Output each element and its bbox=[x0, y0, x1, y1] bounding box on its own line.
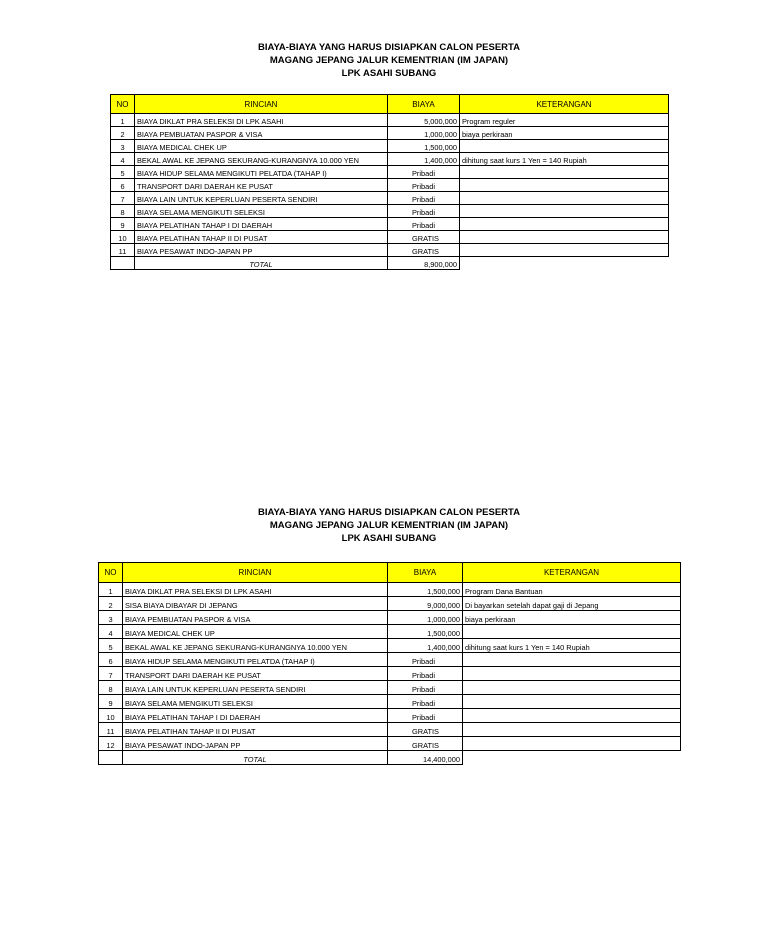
row-rincian: BIAYA MEDICAL CHEK UP bbox=[123, 625, 388, 639]
doc1-title-line-2: MAGANG JEPANG JALUR KEMENTRIAN (IM JAPAN) bbox=[269, 55, 509, 66]
row-rincian: BIAYA SELAMA MENGIKUTI SELEKSI bbox=[123, 695, 388, 709]
row-number: 4 bbox=[99, 625, 123, 639]
doc1-table-wrapper bbox=[110, 94, 669, 270]
row-number: 9 bbox=[111, 218, 135, 231]
doc1-cost-table bbox=[110, 94, 669, 270]
row-number: 1 bbox=[99, 583, 123, 597]
total-value: 8,900,000 bbox=[388, 257, 460, 270]
row-biaya: Pribadi bbox=[388, 653, 463, 667]
row-rincian: TRANSPORT DARI DAERAH KE PUSAT bbox=[123, 667, 388, 681]
total-keterangan-blank bbox=[460, 257, 669, 270]
row-keterangan: dihitung saat kurs 1 Yen = 140 Rupiah bbox=[460, 153, 669, 166]
table-row bbox=[99, 597, 681, 611]
row-number: 5 bbox=[99, 639, 123, 653]
table-row bbox=[99, 723, 681, 737]
row-keterangan bbox=[463, 681, 681, 695]
row-number: 10 bbox=[99, 709, 123, 723]
table-row bbox=[99, 695, 681, 709]
row-keterangan: dihitung saat kurs 1 Yen = 140 Rupiah bbox=[463, 639, 681, 653]
total-blank-cell bbox=[111, 257, 135, 270]
row-number: 12 bbox=[99, 737, 123, 751]
header-rincian: RINCIAN bbox=[123, 563, 388, 583]
row-biaya: GRATIS bbox=[388, 737, 463, 751]
row-biaya: 1,500,000 bbox=[388, 625, 463, 639]
row-number: 8 bbox=[111, 205, 135, 218]
row-number: 7 bbox=[99, 667, 123, 681]
row-rincian: BIAYA MEDICAL CHEK UP bbox=[135, 140, 388, 153]
row-keterangan bbox=[460, 140, 669, 153]
row-number: 9 bbox=[99, 695, 123, 709]
row-biaya: 1,500,000 bbox=[388, 140, 460, 153]
row-rincian: BIAYA DIKLAT PRA SELEKSI DI LPK ASAHI bbox=[135, 114, 388, 127]
row-number: 6 bbox=[99, 653, 123, 667]
header-keterangan: KETERANGAN bbox=[460, 95, 669, 114]
doc1-title-line-3: LPK ASAHI SUBANG bbox=[341, 68, 437, 79]
row-biaya: Pribadi bbox=[388, 667, 463, 681]
row-rincian: BIAYA PELATIHAN TAHAP I DI DAERAH bbox=[135, 218, 388, 231]
table-row bbox=[99, 709, 681, 723]
table-row bbox=[99, 653, 681, 667]
table-row bbox=[99, 681, 681, 695]
row-biaya: 9,000,000 bbox=[388, 597, 463, 611]
table-row bbox=[111, 205, 669, 218]
row-keterangan: Program Dana Bantuan bbox=[463, 583, 681, 597]
row-rincian: SISA BIAYA DIBAYAR DI JEPANG bbox=[123, 597, 388, 611]
header-rincian: RINCIAN bbox=[135, 95, 388, 114]
table-row bbox=[99, 667, 681, 681]
doc2-title bbox=[98, 506, 680, 545]
doc2-title-line-1: BIAYA-BIAYA YANG HARUS DISIAPKAN CALON PESERTA bbox=[257, 507, 520, 518]
table-row bbox=[111, 127, 669, 140]
row-rincian: BEKAL AWAL KE JEPANG SEKURANG-KURANGNYA 10.000 YEN bbox=[123, 639, 388, 653]
row-keterangan bbox=[463, 667, 681, 681]
row-biaya: 1,000,000 bbox=[388, 611, 463, 625]
table-row bbox=[99, 583, 681, 597]
row-biaya: Pribadi bbox=[388, 179, 460, 192]
row-keterangan bbox=[460, 218, 669, 231]
row-number: 4 bbox=[111, 153, 135, 166]
row-number: 8 bbox=[99, 681, 123, 695]
row-keterangan bbox=[463, 653, 681, 667]
doc1-title-line-1: BIAYA-BIAYA YANG HARUS DISIAPKAN CALON PESERTA bbox=[257, 42, 520, 53]
row-biaya: 1,000,000 bbox=[388, 127, 460, 140]
doc2-table-wrapper bbox=[98, 562, 681, 765]
table-row bbox=[111, 153, 669, 166]
row-number: 2 bbox=[99, 597, 123, 611]
header-keterangan: KETERANGAN bbox=[463, 563, 681, 583]
total-blank-cell bbox=[99, 751, 123, 765]
doc2-title-line-2: MAGANG JEPANG JALUR KEMENTRIAN (IM JAPAN) bbox=[269, 520, 509, 531]
row-number: 10 bbox=[111, 231, 135, 244]
total-row bbox=[111, 257, 669, 270]
doc2-title-line-3: LPK ASAHI SUBANG bbox=[341, 533, 437, 544]
row-number: 7 bbox=[111, 192, 135, 205]
table-row bbox=[111, 231, 669, 244]
row-rincian: BIAYA LAIN UNTUK KEPERLUAN PESERTA SENDIRI bbox=[135, 192, 388, 205]
header-no: NO bbox=[99, 563, 123, 583]
row-biaya: 1,400,000 bbox=[388, 639, 463, 653]
row-rincian: BIAYA HIDUP SELAMA MENGIKUTI PELATDA (TAHAP I) bbox=[123, 653, 388, 667]
doc1-header-row bbox=[111, 95, 669, 114]
row-keterangan: Program reguler bbox=[460, 114, 669, 127]
row-biaya: Pribadi bbox=[388, 218, 460, 231]
table-row bbox=[99, 625, 681, 639]
row-rincian: BIAYA PELATIHAN TAHAP II DI PUSAT bbox=[135, 231, 388, 244]
table-row bbox=[111, 244, 669, 257]
total-row bbox=[99, 751, 681, 765]
total-value: 14,400,000 bbox=[388, 751, 463, 765]
row-biaya: Pribadi bbox=[388, 681, 463, 695]
table-row bbox=[99, 639, 681, 653]
row-number: 1 bbox=[111, 114, 135, 127]
total-label: TOTAL bbox=[123, 751, 388, 765]
row-keterangan: biaya perkiraan bbox=[463, 611, 681, 625]
row-rincian: BIAYA DIKLAT PRA SELEKSI DI LPK ASAHI bbox=[123, 583, 388, 597]
row-rincian: BIAYA LAIN UNTUK KEPERLUAN PESERTA SENDIRI bbox=[123, 681, 388, 695]
row-keterangan bbox=[460, 179, 669, 192]
row-rincian: BIAYA SELAMA MENGIKUTI SELEKSI bbox=[135, 205, 388, 218]
row-keterangan bbox=[460, 192, 669, 205]
row-rincian: BIAYA PEMBUATAN PASPOR & VISA bbox=[135, 127, 388, 140]
row-biaya: Pribadi bbox=[388, 709, 463, 723]
row-number: 6 bbox=[111, 179, 135, 192]
row-number: 3 bbox=[111, 140, 135, 153]
row-keterangan bbox=[463, 737, 681, 751]
header-biaya: BIAYA bbox=[388, 563, 463, 583]
row-keterangan: biaya perkiraan bbox=[460, 127, 669, 140]
row-rincian: BEKAL AWAL KE JEPANG SEKURANG-KURANGNYA 10.000 YEN bbox=[135, 153, 388, 166]
row-keterangan bbox=[463, 695, 681, 709]
row-rincian: BIAYA PELATIHAN TAHAP II DI PUSAT bbox=[123, 723, 388, 737]
row-rincian: BIAYA HIDUP SELAMA MENGIKUTI PELATDA (TAHAP I) bbox=[135, 166, 388, 179]
table-row bbox=[111, 114, 669, 127]
row-biaya: 1,500,000 bbox=[388, 583, 463, 597]
row-biaya: Pribadi bbox=[388, 695, 463, 709]
row-rincian: BIAYA PESAWAT INDO-JAPAN PP bbox=[135, 244, 388, 257]
doc1-table-body bbox=[111, 114, 669, 270]
row-keterangan bbox=[463, 709, 681, 723]
table-row bbox=[99, 611, 681, 625]
doc2-cost-table bbox=[98, 562, 681, 765]
header-no: NO bbox=[111, 95, 135, 114]
header-biaya: BIAYA bbox=[388, 95, 460, 114]
row-keterangan bbox=[460, 244, 669, 257]
doc1-title bbox=[110, 41, 668, 80]
row-biaya: 5,000,000 bbox=[388, 114, 460, 127]
doc2-table-body bbox=[99, 583, 681, 765]
row-keterangan bbox=[460, 231, 669, 244]
row-biaya: GRATIS bbox=[388, 244, 460, 257]
table-row bbox=[111, 166, 669, 179]
table-row bbox=[111, 179, 669, 192]
row-keterangan bbox=[463, 625, 681, 639]
table-row bbox=[111, 192, 669, 205]
total-keterangan-blank bbox=[463, 751, 681, 765]
row-number: 2 bbox=[111, 127, 135, 140]
row-rincian: BIAYA PESAWAT INDO-JAPAN PP bbox=[123, 737, 388, 751]
doc2-header-row bbox=[99, 563, 681, 583]
row-biaya: GRATIS bbox=[388, 231, 460, 244]
row-rincian: BIAYA PEMBUATAN PASPOR & VISA bbox=[123, 611, 388, 625]
row-rincian: BIAYA PELATIHAN TAHAP I DI DAERAH bbox=[123, 709, 388, 723]
row-keterangan: Di bayarkan setelah dapat gaji di Jepang bbox=[463, 597, 681, 611]
row-number: 11 bbox=[111, 244, 135, 257]
row-rincian: TRANSPORT DARI DAERAH KE PUSAT bbox=[135, 179, 388, 192]
row-biaya: Pribadi bbox=[388, 205, 460, 218]
table-row bbox=[99, 737, 681, 751]
row-biaya: 1,400,000 bbox=[388, 153, 460, 166]
row-number: 3 bbox=[99, 611, 123, 625]
table-row bbox=[111, 218, 669, 231]
row-keterangan bbox=[463, 723, 681, 737]
row-number: 11 bbox=[99, 723, 123, 737]
row-biaya: Pribadi bbox=[388, 166, 460, 179]
row-number: 5 bbox=[111, 166, 135, 179]
row-biaya: GRATIS bbox=[388, 723, 463, 737]
row-keterangan bbox=[460, 205, 669, 218]
table-row bbox=[111, 140, 669, 153]
total-label: TOTAL bbox=[135, 257, 388, 270]
row-biaya: Pribadi bbox=[388, 192, 460, 205]
row-keterangan bbox=[460, 166, 669, 179]
